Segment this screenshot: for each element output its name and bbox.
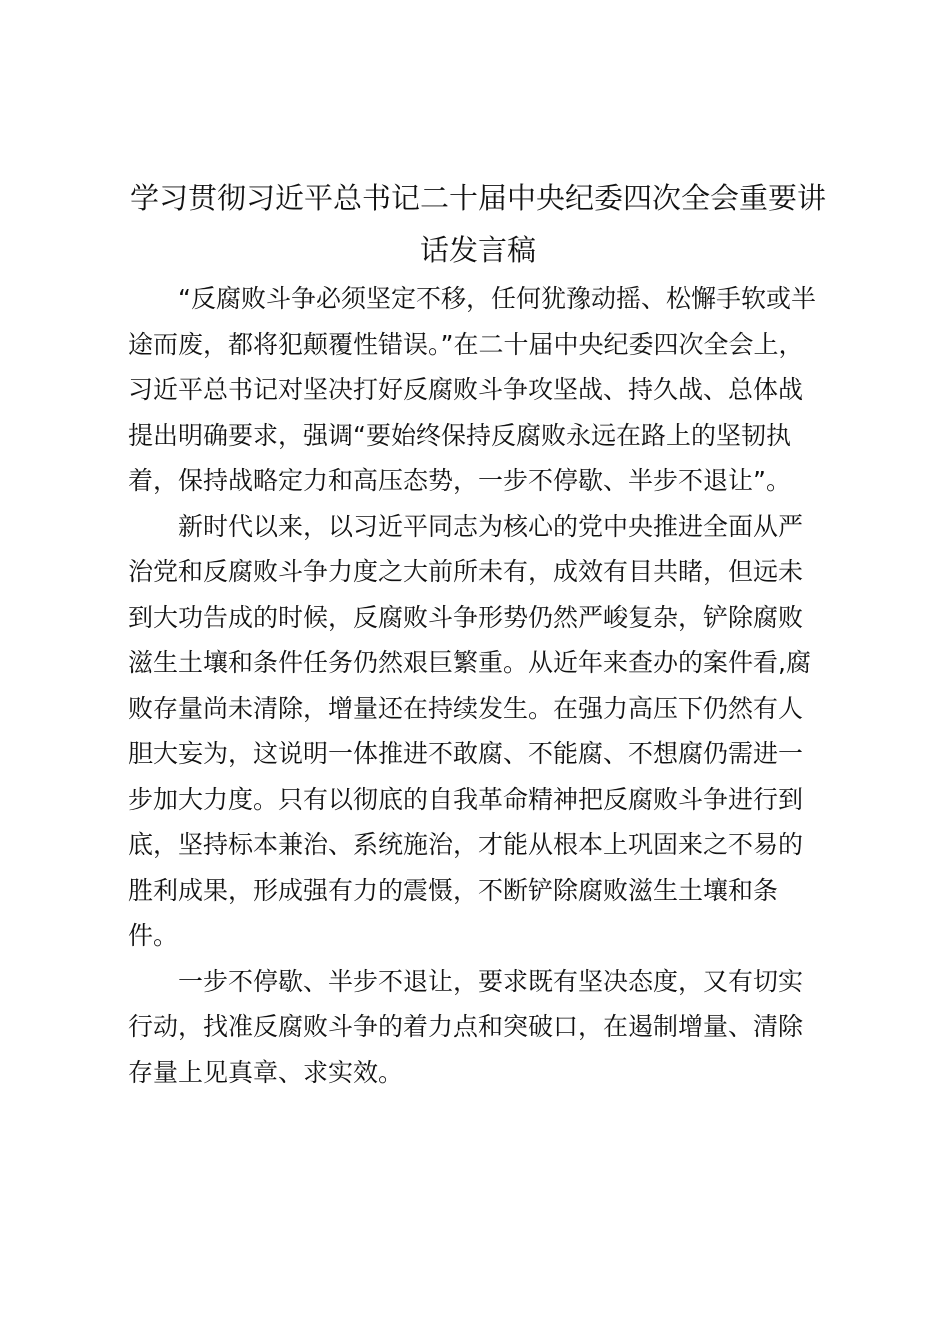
document-body <box>128 276 828 1095</box>
paragraph-line: 习近平总书记对坚决打好反腐败斗争攻坚战、持久战、总体战 <box>128 375 804 404</box>
paragraph-line: 着，保持战略定力和高压态势，一步不停歇、半步不退让”。 <box>128 466 791 495</box>
paragraph-line: 新时代以来，以习近平同志为核心的党中央推进全面从严 <box>178 511 804 541</box>
paragraph-line: 行动，找准反腐败斗争的着力点和突破口，在遏制增量、清除 <box>128 1012 804 1041</box>
paragraph-line: 一步不停歇、半步不退让，要求既有坚决态度，又有切实 <box>178 966 804 996</box>
title-line-1: 学习贯彻习近平总书记二十届中央纪委四次全会重要讲 <box>129 181 826 215</box>
paragraph-line: 到大功告成的时候，反腐败斗争形势仍然严峻复杂，铲除腐败 <box>128 602 804 632</box>
paragraph-line: 提出明确要求，强调“要始终保持反腐败永远在路上的坚韧执 <box>128 420 791 450</box>
paragraph-line: 滋生土壤和条件任务仍然艰巨繁重。从近年来查办的案件看,腐 <box>128 648 811 677</box>
paragraph-line: “反腐败斗争必须坚定不移，任何犹豫动摇、松懈手软或半 <box>178 284 816 313</box>
document-title <box>128 172 828 276</box>
paragraph-line: 胜利成果，形成强有力的震慑，不断铲除腐败滋生土壤和条 <box>128 875 779 905</box>
paragraph-line: 底，坚持标本兼治、系统施治，才能从根本上巩固来之不易的 <box>128 830 804 859</box>
paragraph-3 <box>128 959 828 1096</box>
paragraph-line: 途而废，都将犯颠覆性错误。”在二十届中央纪委四次全会上， <box>128 329 804 359</box>
paragraph-line: 件。 <box>128 921 179 950</box>
paragraph-line: 治党和反腐败斗争力度之大前所未有，成效有目共睹，但远未 <box>128 557 804 586</box>
paragraph-2 <box>128 504 828 959</box>
title-line-2: 话发言稿 <box>419 233 536 267</box>
paragraph-line: 胆大妄为，这说明一体推进不敢腐、不能腐、不想腐仍需进一 <box>128 739 804 768</box>
paragraph-1 <box>128 276 828 504</box>
paragraph-line: 存量上见真章、求实效。 <box>128 1057 404 1087</box>
paragraph-line: 步加大力度。只有以彻底的自我革命精神把反腐败斗争进行到 <box>128 784 804 814</box>
paragraph-line: 败存量尚未清除，增量还在持续发生。在强力高压下仍然有人 <box>128 693 804 723</box>
